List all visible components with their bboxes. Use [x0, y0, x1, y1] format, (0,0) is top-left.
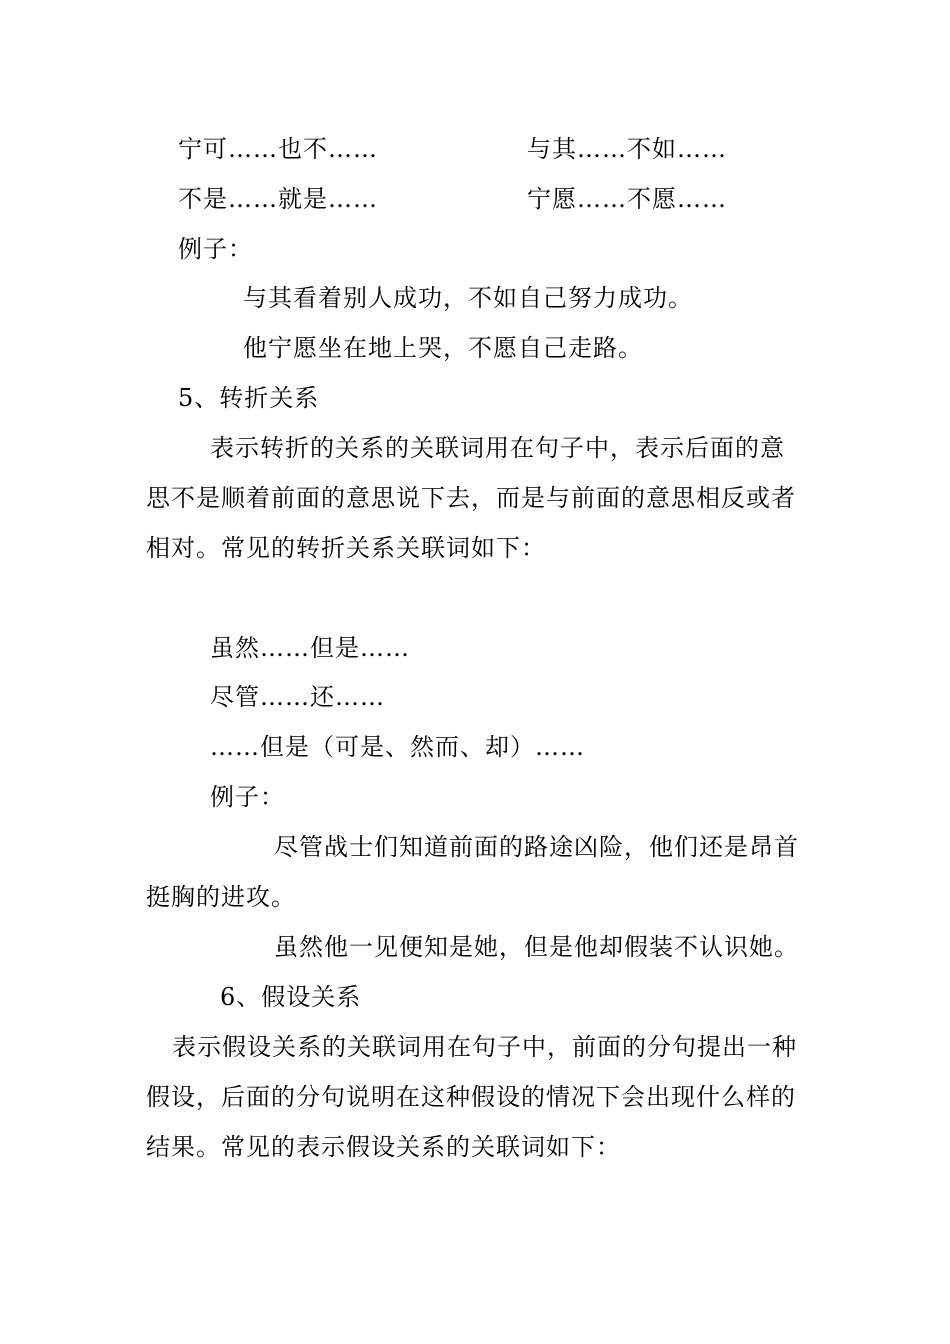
example-sentence: 他宁愿坐在地上哭，不愿自己走路。	[243, 334, 643, 362]
conjunction-pair-2-right: 宁愿……不愿……	[527, 185, 727, 213]
section-5-description-line: 相对。常见的转折关系关联词如下：	[146, 534, 546, 562]
conjunction-item: 虽然……但是……	[210, 634, 410, 662]
example-sentence: 挺胸的进攻。	[146, 883, 296, 911]
section-5-description-line: 表示转折的关系的关联词用在句子中，表示后面的意	[210, 434, 785, 462]
example-sentence: 与其看着别人成功，不如自己努力成功。	[243, 284, 693, 312]
section-6-description-line: 假设，后面的分句说明在这种假设的情况下会出现什么样的	[146, 1083, 796, 1111]
conjunction-pair-1-left: 宁可……也不……	[178, 135, 378, 163]
example-label: 例子：	[178, 235, 253, 263]
example-sentence: 虽然他一见便知是她，但是他却假装不认识她。	[274, 933, 799, 961]
section-5-description-line: 思不是顺着前面的意思说下去，而是与前面的意思相反或者	[146, 484, 796, 512]
example-sentence: 尽管战士们知道前面的路途凶险，他们还是昂首	[274, 833, 799, 861]
section-heading-6: 6、假设关系	[220, 983, 362, 1011]
section-6-description-line: 结果。常见的表示假设关系的关联词如下：	[146, 1133, 621, 1161]
conjunction-pair-2-left: 不是……就是……	[178, 185, 378, 213]
example-label: 例子：	[210, 783, 285, 811]
section-6-description-line: 表示假设关系的关联词用在句子中，前面的分句提出一种	[172, 1033, 797, 1061]
conjunction-pair-1-right: 与其……不如……	[527, 135, 727, 163]
conjunction-item: 尽管……还……	[210, 683, 385, 711]
section-heading-5: 5、转折关系	[178, 384, 320, 412]
conjunction-item: ……但是（可是、然而、却）……	[210, 733, 585, 761]
